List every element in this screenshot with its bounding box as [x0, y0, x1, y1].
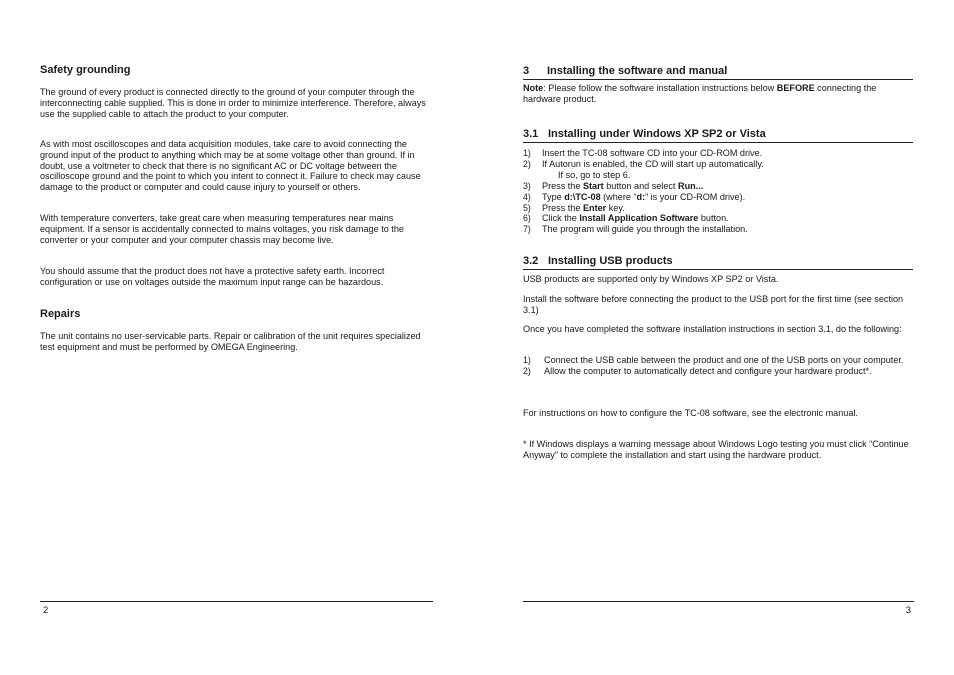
- section-3-2-heading: [523, 255, 913, 270]
- right-page: [523, 0, 911, 675]
- footer-divider: [40, 601, 433, 602]
- install-note: Note: Please follow the software installation instructions below BEFORE connecting the hardware product.: [523, 83, 877, 104]
- list-item: 2) If Autorun is enabled, the CD will start up automatically. If so, go to step 6.: [523, 158, 764, 180]
- usb-paragraph-3: Once you have completed the software installation instructions in section 3.1, do the following:: [523, 324, 902, 334]
- usb-paragraph-4: For instructions on how to configure the TC-08 software, see the electronic manual.: [523, 408, 858, 418]
- section-title: Installing under Windows XP SP2 or Vista: [548, 128, 766, 140]
- section-title: Installing the software and manual: [547, 65, 728, 77]
- usb-steps-list: [523, 355, 913, 377]
- safety-grounding-heading: Safety grounding: [40, 64, 131, 76]
- page-number: 2: [43, 605, 49, 616]
- section-3-heading: [523, 65, 913, 80]
- install-steps-list: [523, 148, 913, 235]
- section-number: 3.2: [523, 255, 539, 267]
- repairs-paragraph: The unit contains no user-servicable parts. Repair or calibration of the unit requires specialized test equipment and must be performed by OMEGA Engineering.: [40, 331, 421, 352]
- usb-paragraph-2: Install the software before connecting the product to the USB port for the first time (see section 3.1): [523, 294, 904, 315]
- list-item: 3) Press the Start button and select Run...: [523, 180, 704, 191]
- note-label: Note: [523, 83, 544, 93]
- list-item: 5) Press the Enter key.: [523, 202, 625, 213]
- list-item: 6) Click the Install Application Software button.: [523, 213, 729, 224]
- page-number: 3: [905, 605, 911, 616]
- safety-paragraph-1: The ground of every product is connected directly to the ground of your computer through the interconnecting cable supplied. This is done in order to minimize interference. Therefore, always use the supplied cable to attach the product to your computer.: [40, 87, 426, 119]
- section-title: Installing USB products: [548, 255, 673, 267]
- section-number: 3: [523, 65, 530, 77]
- before-emphasis: BEFORE: [776, 83, 815, 93]
- usb-paragraph-1: USB products are supported only by Windows XP SP2 or Vista.: [523, 274, 779, 284]
- section-number: 3.1: [523, 128, 539, 140]
- list-item: 2) Allow the computer to automatically detect and configure your hardware product*.: [523, 365, 872, 376]
- footer-divider: [523, 601, 914, 602]
- safety-paragraph-4: You should assume that the product does not have a protective safety earth. Incorrect configuration or use on voltages outside the maximum input range can be hazardous.: [40, 266, 385, 287]
- list-item: 1) Insert the TC-08 software CD into your CD-ROM drive.: [523, 148, 763, 158]
- repairs-heading: Repairs: [40, 308, 81, 320]
- section-3-1-heading: [523, 128, 913, 143]
- safety-paragraph-3: With temperature converters, take great care when measuring temperatures near mains equipment. If a sensor is accidentally connected to mains voltages, you risk damage to the converter or your computer and your computer chassis may become live.: [40, 213, 404, 245]
- windows-logo-footnote: * If Windows displays a warning message about Windows Logo testing you must click “Continue Anyway” to complete the installation and start using the hardware product.: [523, 439, 909, 460]
- left-page: [40, 0, 432, 675]
- list-item: 4) Type d:\TC-08 (where “d:” is your CD-ROM drive).: [523, 191, 746, 202]
- list-item: 1) Connect the USB cable between the product and one of the USB ports on your computer.: [523, 355, 904, 365]
- list-item: 7) The program will guide you through the installation.: [523, 224, 748, 235]
- safety-paragraph-2: As with most oscilloscopes and data acquisition modules, take care to avoid connecting the ground input of the product to anything which may be at some voltage other than ground. If in doubt, use a voltmeter to check that there is no significant AC or DC voltage between the oscilloscope ground and the point to which you intent to connect it. Failure to check may cause damage to the product or computer and could cause injury to yourself or others.: [40, 139, 421, 193]
